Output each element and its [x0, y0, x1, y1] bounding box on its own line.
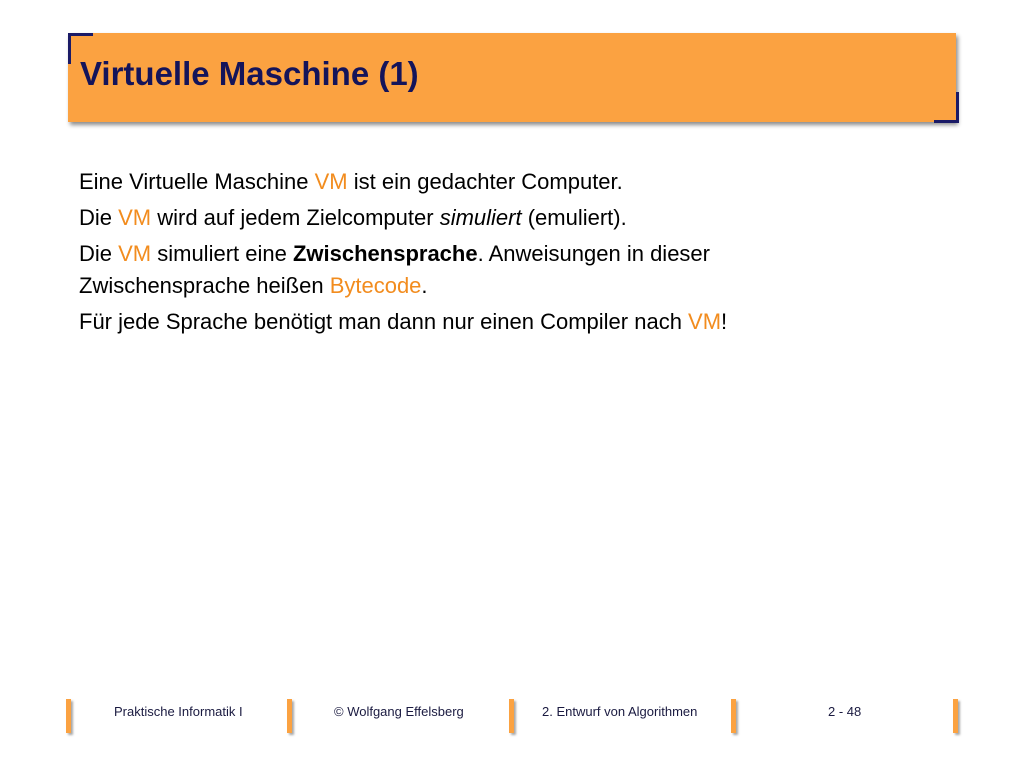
- highlighted-term: VM: [314, 169, 348, 194]
- paragraph-text: wird auf jedem Zielcomputer: [151, 205, 440, 230]
- footer-separator: [509, 699, 514, 733]
- paragraph-text: Die: [79, 205, 119, 230]
- footer-course: Praktische Informatik I: [114, 704, 243, 719]
- slide-title: Virtuelle Maschine (1): [80, 55, 419, 92]
- paragraph-4: [79, 306, 879, 338]
- footer-separator: [287, 699, 292, 733]
- paragraph-text: Für jede Sprache benötigt man dann nur einen Compiler nach: [79, 309, 689, 334]
- paragraph-text: Eine Virtuelle Maschine: [79, 169, 315, 194]
- highlighted-term: Bytecode: [329, 273, 422, 298]
- paragraph-1: [79, 166, 879, 198]
- footer-separator: [66, 699, 71, 733]
- paragraph-text: Die: [79, 241, 119, 266]
- paragraph-3: [79, 238, 879, 302]
- footer-page-number: 2 - 48: [828, 704, 862, 719]
- highlighted-term: VM: [118, 205, 152, 230]
- footer-separator: [731, 699, 736, 733]
- paragraph-text: (emuliert).: [521, 205, 627, 230]
- footer-separator: [953, 699, 958, 733]
- paragraph-text: . Anweisungen in dieser Zwischensprache heißen: [79, 241, 710, 298]
- footer-author: © Wolfgang Effelsberg: [334, 704, 464, 719]
- paragraph-text: simuliert eine: [151, 241, 293, 266]
- paragraph-text: ist ein gedachter Computer.: [347, 169, 623, 194]
- highlighted-term: VM: [118, 241, 152, 266]
- highlighted-term: VM: [688, 309, 722, 334]
- paragraph-text: !: [721, 309, 728, 334]
- slide-footer: [0, 698, 1024, 736]
- title-corner-bottom-right: [934, 92, 959, 123]
- paragraph-2: [79, 202, 879, 234]
- footer-chapter: 2. Entwurf von Algorithmen: [542, 704, 698, 719]
- slide-content: [79, 166, 879, 342]
- paragraph-text: Zwischensprache: [292, 241, 478, 266]
- paragraph-text: simuliert: [439, 205, 522, 230]
- paragraph-text: .: [421, 273, 428, 298]
